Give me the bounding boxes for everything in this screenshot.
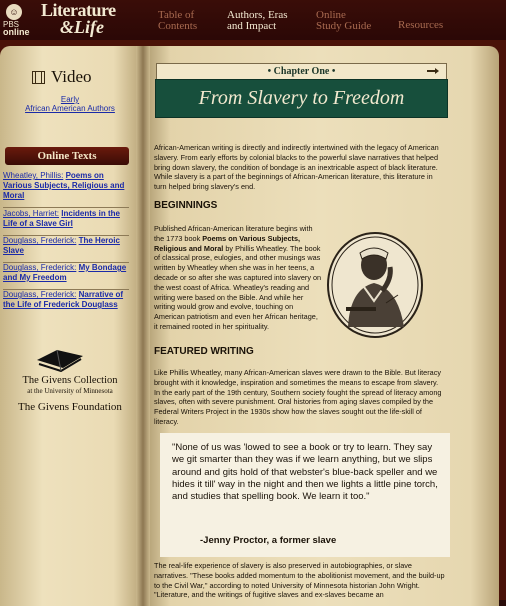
- site-logo[interactable]: [0, 0, 150, 40]
- online-texts-tab: Online Texts: [5, 147, 129, 165]
- logo-life: &Life: [60, 17, 104, 37]
- chapter-banner: [156, 63, 447, 80]
- text-link-douglass-bondage[interactable]: Douglass, Frederick: My Bondage and My Freedom: [3, 263, 133, 290]
- open-book-icon: [35, 342, 85, 372]
- text-link-douglass-heroic[interactable]: Douglass, Frederick: The Heroic Slave: [3, 236, 133, 263]
- video-section[interactable]: [32, 67, 92, 87]
- givens-foundation: The Givens Foundation: [18, 401, 122, 413]
- intro-paragraph: African-American writing is directly and indirectly intertwined with the legacy of American slavery. From early efforts by colonial blacks to the powerful slave narratives that helped bring down slavery, the condition of bondage is an inextricable aspect of black literature. While slavery is a part of the beginnings of African-American literature, this literature in turn helped bring slavery's end.: [154, 143, 439, 192]
- chapter-title-box: [155, 79, 448, 118]
- givens-collection-subtitle: at the University of Minnesota: [27, 387, 113, 395]
- site-header: [0, 0, 506, 40]
- nav-resources[interactable]: Resources: [398, 19, 444, 31]
- nav-table-of-contents[interactable]: Table of Contents: [158, 9, 198, 32]
- book-spine: [136, 46, 150, 606]
- quote-attribution: -Jenny Proctor, a former slave: [200, 535, 337, 546]
- text-link-jacobs[interactable]: Jacobs, Harriet: Incidents in the Life of a Slave Girl: [3, 209, 133, 236]
- online-label: online: [3, 27, 30, 37]
- chapter-label: • Chapter One •: [267, 66, 336, 77]
- beginnings-paragraph: Published African-American literature begins with the 1773 book Poems on Various Subjects, Religious and Moral by Phillis Wheatley. The book of classical prose, eulogies, and other musings was written by Wheatley when she was in her teens, a decade or so after she was captured into slavery on the west coast of Africa. Wheatley's reading and writing were based on the Bible. And while her writing would grow and evolve, touching on American patriotism and even her African heritage, it remained rooted in her spirituality.: [154, 224, 322, 331]
- video-label: Video: [51, 67, 92, 86]
- pbs-label: PBS: [3, 20, 20, 29]
- pbs-logo-icon: ☺: [6, 4, 22, 20]
- featured-writing-heading: FEATURED WRITING: [154, 346, 254, 357]
- wheatley-book-title: Poems on Various Subjects, Religious and Moral: [154, 233, 301, 253]
- pointing-hand-icon: [426, 67, 440, 75]
- text-link-douglass-narrative[interactable]: Douglass, Frederick: Narrative of the Life of Frederick Douglass: [3, 290, 124, 309]
- phillis-wheatley-portrait: [326, 231, 424, 339]
- divider: [3, 207, 129, 208]
- beginnings-heading: BEGINNINGS: [154, 200, 218, 211]
- slave-quote: "None of us was 'lowed to see a book or try to learn. They say we git smarter than they was if we learn anything, but we slips around and gits hold of that webster's blue-back speller and we hides it till' way in the night and then we lights a little pine torch, and studies that spelling book. We learn it too.": [172, 442, 438, 503]
- text-link-wheatley[interactable]: Wheatley, Phillis: Poems on Various Subjects, Religious and Moral: [3, 171, 133, 208]
- nav-authors-eras-impact[interactable]: Authors, Eras and Impact: [227, 9, 288, 32]
- quote-box: [160, 433, 450, 557]
- film-icon: [32, 71, 45, 84]
- page-title: From Slavery to Freedom: [198, 87, 405, 109]
- left-page: [0, 46, 142, 606]
- video-link-early-authors[interactable]: Early African American Authors: [25, 95, 115, 113]
- logo-literature: Literature: [41, 0, 116, 20]
- givens-collection-title: The Givens Collection: [22, 375, 118, 386]
- nav-online-study-guide[interactable]: Online Study Guide: [316, 9, 372, 32]
- featured-paragraph: Like Phillis Wheatley, many African-American slaves were drawn to the Bible. But literacy brought with it knowledge, inspiration and sometimes the means to escape from slavery. In the early part of the 19th century, Southern society fought the spread of literacy among slaves, often with severe punishment. Oral histories from aging slaves compiled by the Federal Writers Project in the 1930s show how the slaves sought out the life-skill of literacy.: [154, 368, 442, 426]
- closing-paragraph: The real-life experience of slavery is also preserved in autobiographies, or slave narratives. "These books added momentum to the abolitionist movement, and the build-up to the Civil War," according to noted University of Minnesota historian John Wright. "Literature, and the writings of fugitive slaves and ex-slaves became an: [154, 561, 445, 600]
